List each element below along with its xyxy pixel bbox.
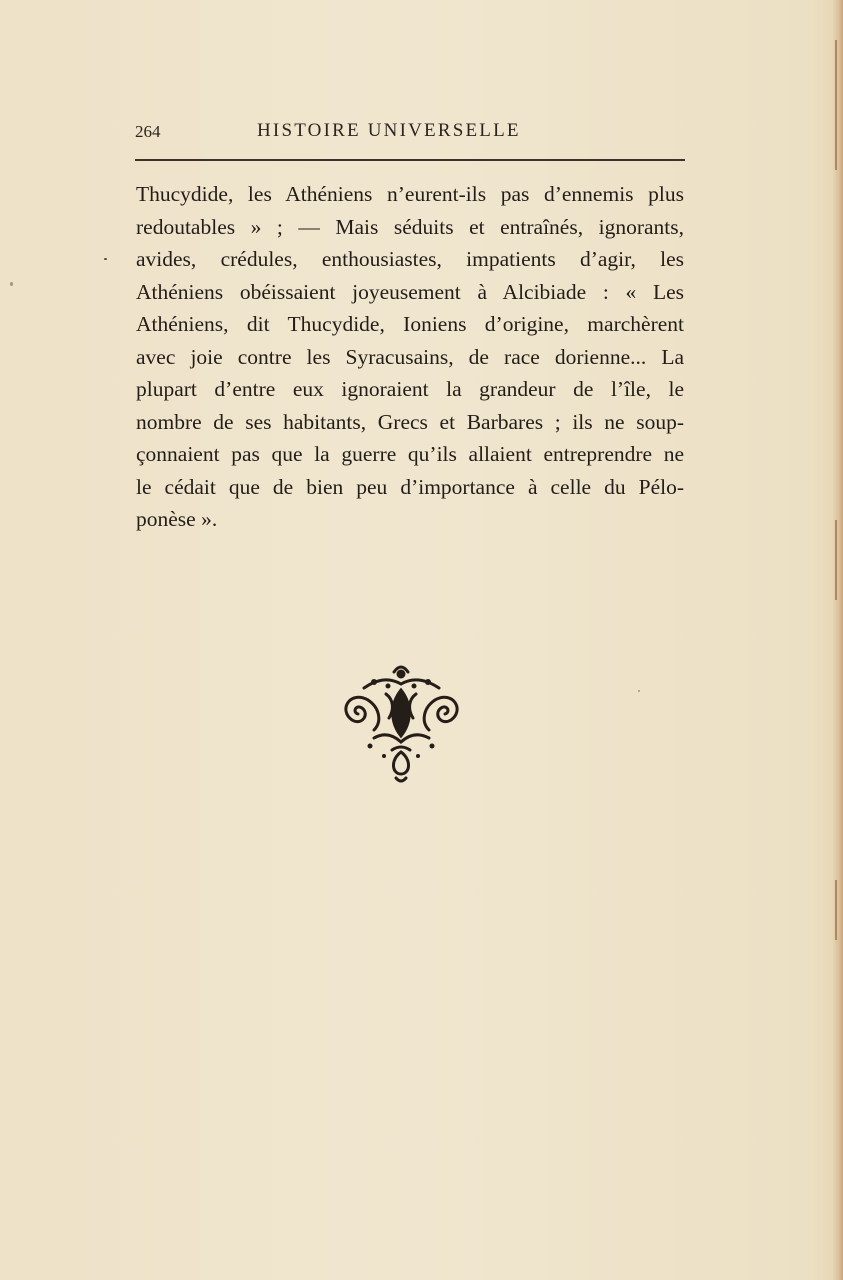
text-line: avec joie contre les Syracusains, de race dorienne... La	[136, 344, 684, 369]
page-number: 264	[135, 122, 161, 141]
running-title: HISTOIRE UNIVERSELLE	[257, 120, 521, 141]
page-header	[135, 120, 685, 150]
body-paragraph	[136, 178, 684, 536]
text-line: Thucydide, les Athéniens n’eurent-ils pas d’ennemis plus	[136, 182, 684, 206]
edge-stain	[835, 40, 837, 170]
text-line: avides, crédules, enthousiastes, impatients d’agir, les	[136, 247, 684, 271]
fleuron-ornament-icon	[334, 660, 469, 785]
header-rule	[135, 159, 685, 161]
text-line: le cédait que de bien peu d’importance à celle du Pélo-	[136, 474, 684, 499]
paper-speck	[10, 282, 13, 286]
paper-speck	[638, 690, 640, 692]
page-edge	[833, 0, 843, 1280]
edge-stain	[835, 520, 837, 600]
text-line: Athéniens obéissaient joyeusement à Alcibiade : « Les	[136, 279, 684, 304]
text-line: plupart d’entre eux ignoraient la grandeur de l’île, le	[136, 377, 684, 401]
text-line: nombre de ses habitants, Grecs et Barbares ; ils ne soup-	[136, 409, 684, 434]
text-line: redoutables » ; — Mais séduits et entraînés, ignorants,	[136, 214, 684, 239]
paper-speck	[104, 258, 107, 260]
text-line: Athéniens, dit Thucydide, Ioniens d’origine, marchèrent	[136, 312, 684, 336]
text-line: çonnaient pas que la guerre qu’ils allaient entreprendre ne	[136, 442, 684, 466]
edge-stain	[835, 880, 837, 940]
text-line: ponèse ».	[136, 507, 218, 531]
